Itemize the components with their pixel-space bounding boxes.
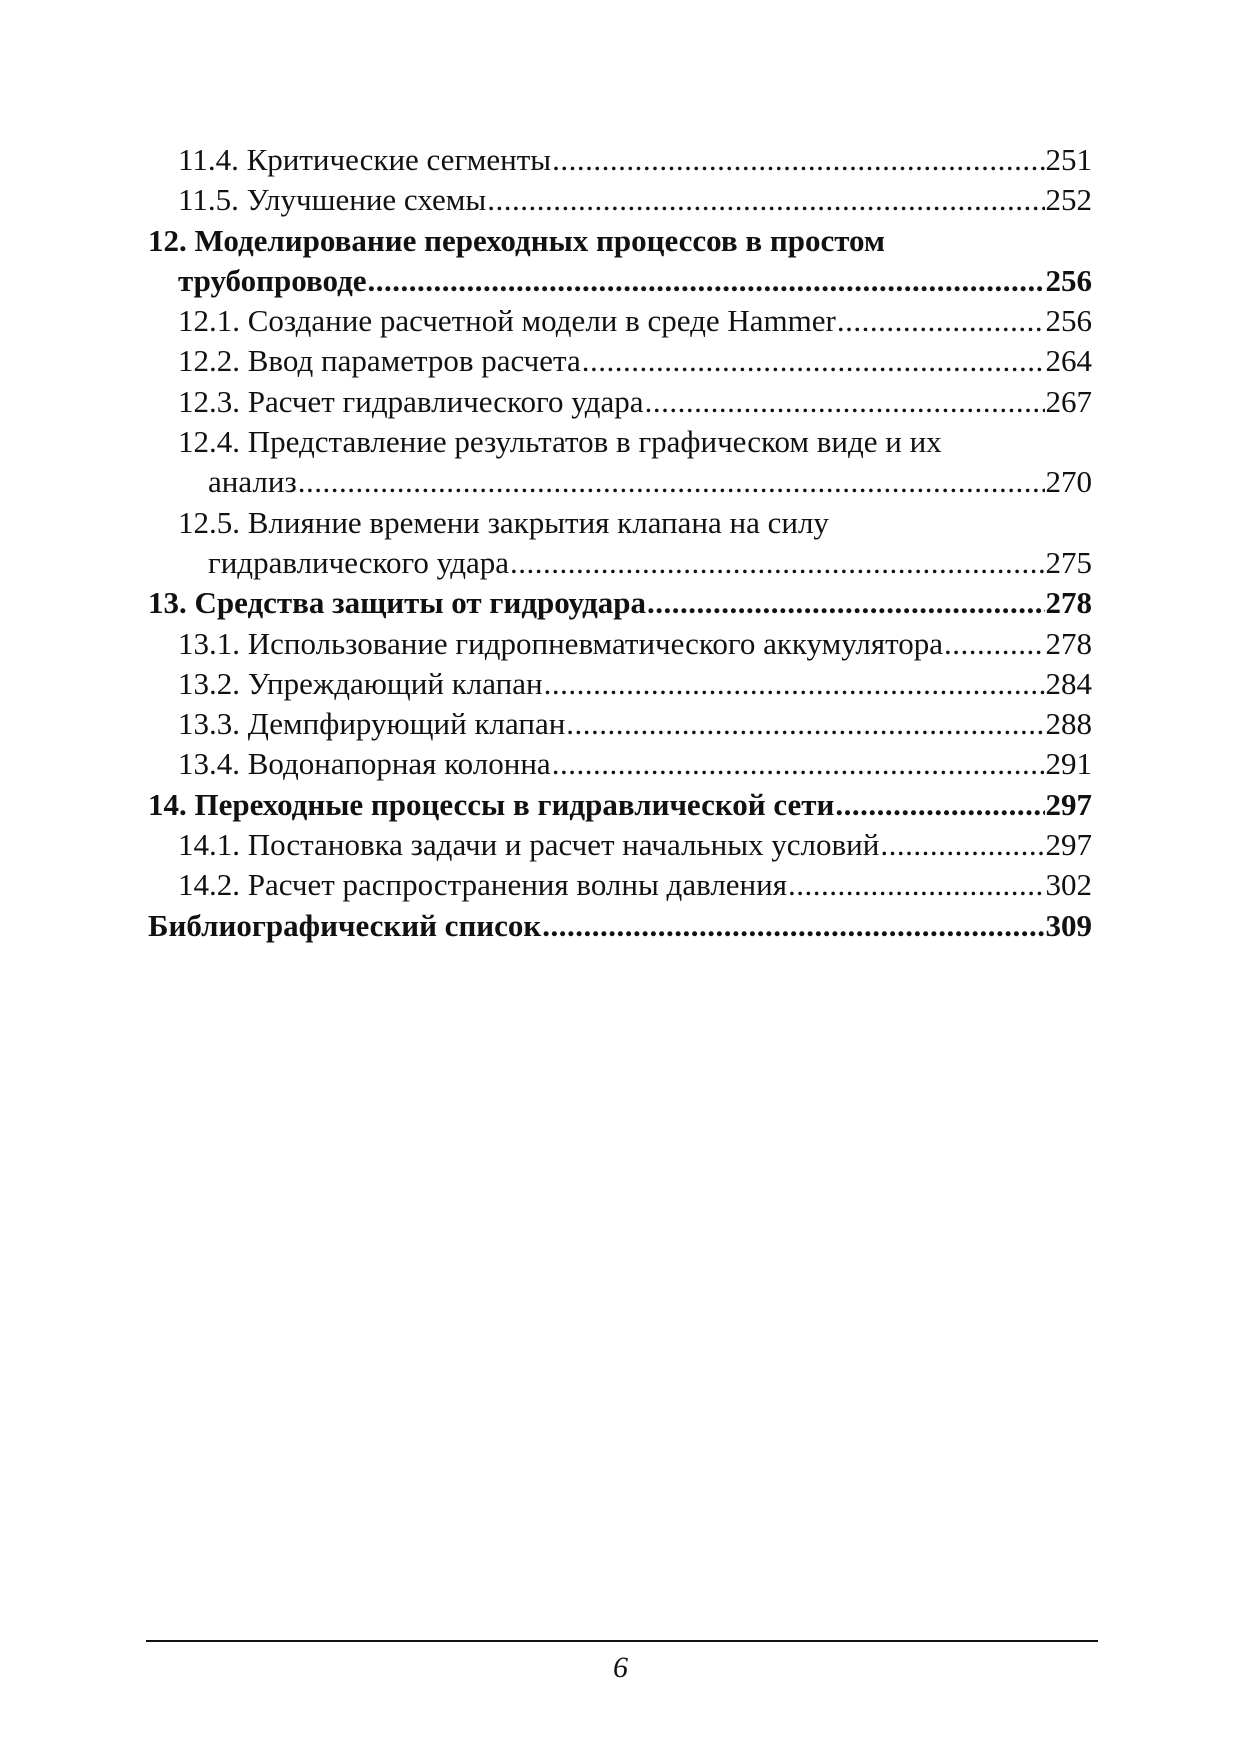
- toc-page-number: 309: [1045, 907, 1092, 943]
- toc-page-number: 275: [1045, 544, 1092, 580]
- toc-entry-title: 11.5. Улучшение схемы: [178, 182, 487, 218]
- toc-entry-12-4[interactable]: [148, 422, 1092, 503]
- toc-page-number: 297: [1045, 786, 1092, 822]
- toc-entry-14-1[interactable]: [148, 825, 1092, 865]
- dot-leader: [788, 865, 1045, 905]
- dot-leader: [544, 664, 1045, 704]
- toc-entry-title: 14.2. Расчет распространения волны давления: [178, 867, 787, 903]
- dot-leader: [880, 825, 1044, 865]
- dot-leader: [368, 261, 1045, 301]
- toc-entry-title-line2: [148, 543, 1092, 583]
- toc-page-number: 256: [1045, 303, 1092, 339]
- toc-entry-13[interactable]: [148, 583, 1092, 623]
- dot-leader: [582, 341, 1045, 381]
- toc-entry-13-4[interactable]: [148, 744, 1092, 784]
- dot-leader: [645, 382, 1045, 422]
- toc-page-number: 252: [1045, 182, 1092, 218]
- toc-page-number: 288: [1045, 706, 1092, 742]
- toc-page-number: 251: [1045, 142, 1092, 177]
- toc-page-number: 291: [1045, 746, 1092, 782]
- dot-leader: [647, 583, 1044, 623]
- toc-entry-title: 13.4. Водонапорная колонна: [178, 746, 551, 782]
- toc-entry-title-line2: [148, 261, 1092, 301]
- toc-page-number: 278: [1045, 625, 1092, 661]
- toc-entry-12-2[interactable]: [148, 341, 1092, 381]
- toc-page-number: 297: [1045, 827, 1092, 863]
- toc-entry-title: 12.3. Расчет гидравлического удара: [178, 383, 644, 419]
- toc-page-number: 256: [1045, 262, 1092, 298]
- toc-entry-14[interactable]: [148, 785, 1092, 825]
- toc-entry-13-3[interactable]: [148, 704, 1092, 744]
- toc-entry-12[interactable]: [148, 221, 1092, 302]
- toc-entry-14-2[interactable]: [148, 865, 1092, 905]
- dot-leader: [510, 543, 1044, 583]
- toc-entry-title: 14.1. Постановка задачи и расчет начальных условий: [178, 827, 880, 863]
- toc-page-number: 302: [1045, 867, 1092, 903]
- toc-entry-13-2[interactable]: [148, 664, 1092, 704]
- toc-page-number: 284: [1045, 665, 1092, 701]
- toc-entry-title: 11.4. Критические сегменты: [178, 142, 552, 177]
- dot-leader: [298, 462, 1045, 502]
- toc-entry-bibliography[interactable]: [148, 906, 1092, 946]
- toc-entry-12-5[interactable]: [148, 503, 1092, 584]
- toc-entry-title: 13.1. Использование гидропневматического аккумулятора: [178, 625, 944, 661]
- toc-entry-title: 14. Переходные процессы в гидравлической сети: [148, 786, 835, 822]
- toc-entry-title-line1: 12. Моделирование переходных процессов в простом: [148, 222, 886, 258]
- toc-entry-11-4[interactable]: [148, 140, 1092, 180]
- toc-entry-title: 12.2. Ввод параметров расчета: [178, 343, 581, 379]
- toc-entry-12-1[interactable]: [148, 301, 1092, 341]
- toc-page-number: 270: [1045, 464, 1092, 500]
- toc-entry-13-1[interactable]: [148, 624, 1092, 664]
- toc-entry-title: 13.3. Демпфирующий клапан: [178, 706, 566, 742]
- dot-leader: [487, 180, 1044, 220]
- table-of-contents: [148, 140, 1092, 946]
- dot-leader: [837, 301, 1045, 341]
- dot-leader: [552, 140, 1044, 180]
- toc-entry-title-line1: 12.4. Представление результатов в графическом виде и их: [178, 424, 942, 460]
- dot-leader: [835, 785, 1044, 825]
- footer-divider: [146, 1640, 1098, 1642]
- toc-entry-11-5[interactable]: [148, 180, 1092, 220]
- toc-entry-title: 13. Средства защиты от гидроудара: [148, 585, 647, 621]
- toc-entry-title: анализ: [208, 464, 297, 500]
- page-number: 6: [613, 1651, 628, 1684]
- dot-leader: [566, 704, 1044, 744]
- toc-page-number: 278: [1045, 585, 1092, 621]
- toc-entry-title: 12.1. Создание расчетной модели в среде Hammer: [178, 303, 836, 339]
- toc-entry-title: гидравлического удара: [208, 544, 510, 580]
- toc-entry-12-3[interactable]: [148, 382, 1092, 422]
- toc-entry-title-line1: 12.5. Влияние времени закрытия клапана на силу: [178, 504, 829, 540]
- toc-page-number: 267: [1045, 383, 1092, 419]
- toc-page-number: 264: [1045, 343, 1092, 379]
- dot-leader: [944, 624, 1044, 664]
- toc-entry-title: трубопроводе: [178, 262, 367, 298]
- dot-leader: [542, 906, 1044, 946]
- dot-leader: [552, 744, 1045, 784]
- toc-entry-title: 13.2. Упреждающий клапан: [178, 665, 543, 701]
- toc-entry-title: Библиографический список: [148, 907, 542, 943]
- toc-entry-title-line2: [148, 462, 1092, 502]
